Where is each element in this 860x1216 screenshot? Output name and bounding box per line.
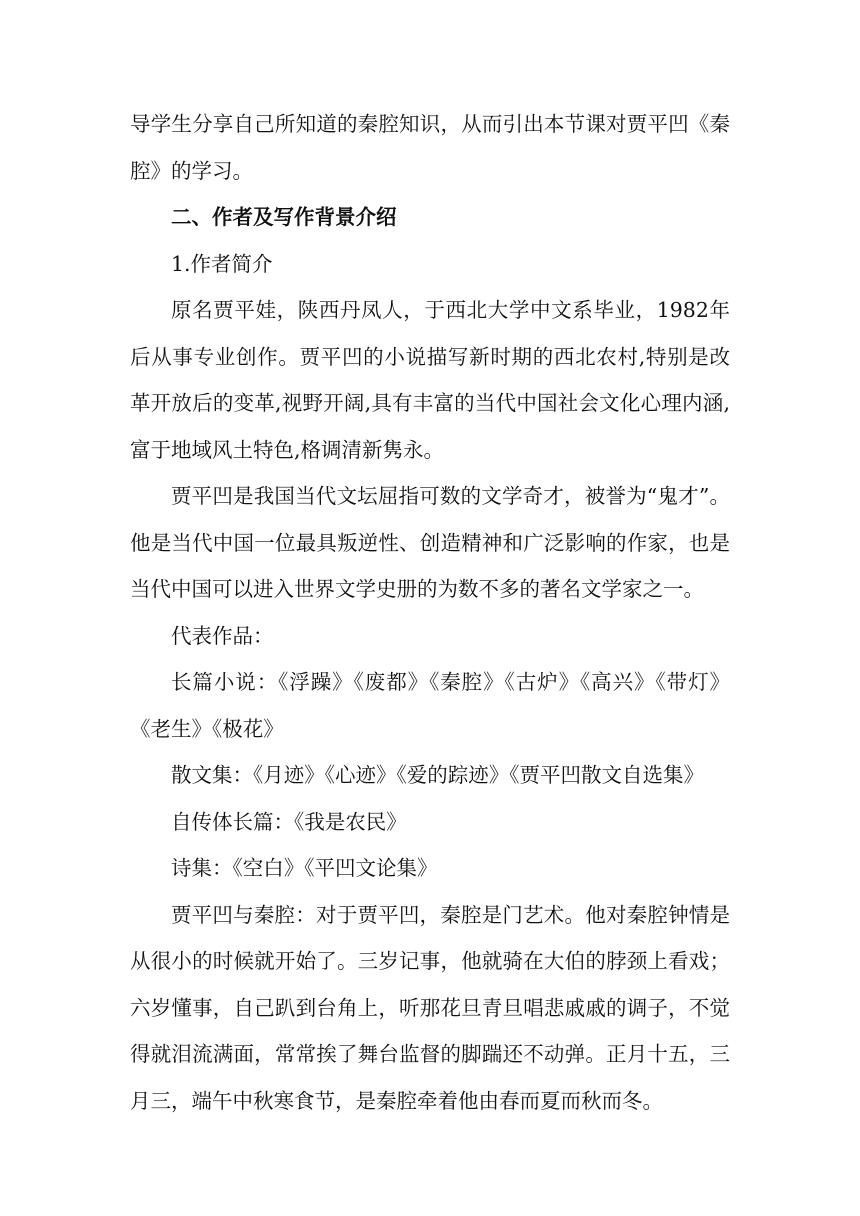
works-label: 代表作品： [171, 623, 274, 648]
document-page [130, 101, 730, 1124]
paragraph-bio-1: 原名贾平娃，陕西丹凤人，于西北大学中文系毕业，1982年后从事专业创作。贾平凹的小说描写新时期的西北农村,特别是改革开放后的变革,视野开阔,具有丰富的当代中国社会文化心理内涵,富于地域风土特色,格调清新隽永。 [130, 298, 730, 462]
works-novels: 长篇小说：《浮躁》《废都》《秦腔》《古炉》《高兴》《带灯》《老生》《极花》 [130, 670, 730, 741]
paragraph-bio-2: 贾平凹是我国当代文坛屈指可数的文学奇才，被誉为“鬼才”。他是当代中国一位最具叛逆性、创造精神和广泛影响的作家，也是当代中国可以进入世界文学史册的为数不多的著名文学家之一。 [130, 484, 730, 601]
works-autobiography: 自传体长篇：《我是农民》 [171, 809, 407, 834]
works-poetry: 诗集：《空白》《平凹文论集》 [171, 856, 438, 880]
section-heading: 二、作者及写作背景介绍 [171, 205, 397, 229]
paragraph-intro-continued: 导学生分享自己所知道的秦腔知识，从而引出本节课对贾平凹《秦腔》的学习。 [130, 112, 730, 183]
paragraph-qinqiang: 贾平凹与秦腔：对于贾平凹，秦腔是门艺术。他对秦腔钟情是从很小的时候就开始了。三岁记事，他就骑在大伯的脖颈上看戏；六岁懂事，自己趴到台角上，听那花旦青旦唱悲戚戚的调子，不觉得就泪流满面，常常挨了舞台监督的脚踹还不动弹。正月十五，三月三，端午中秋寒食节，是秦腔牵着他由春而夏而秋而冬。 [130, 902, 730, 1113]
subsection-heading: 1.作者简介 [171, 251, 273, 276]
works-essays: 散文集：《月迹》《心迹》《爱的踪迹》《贾平凹散文自选集》 [171, 763, 704, 787]
